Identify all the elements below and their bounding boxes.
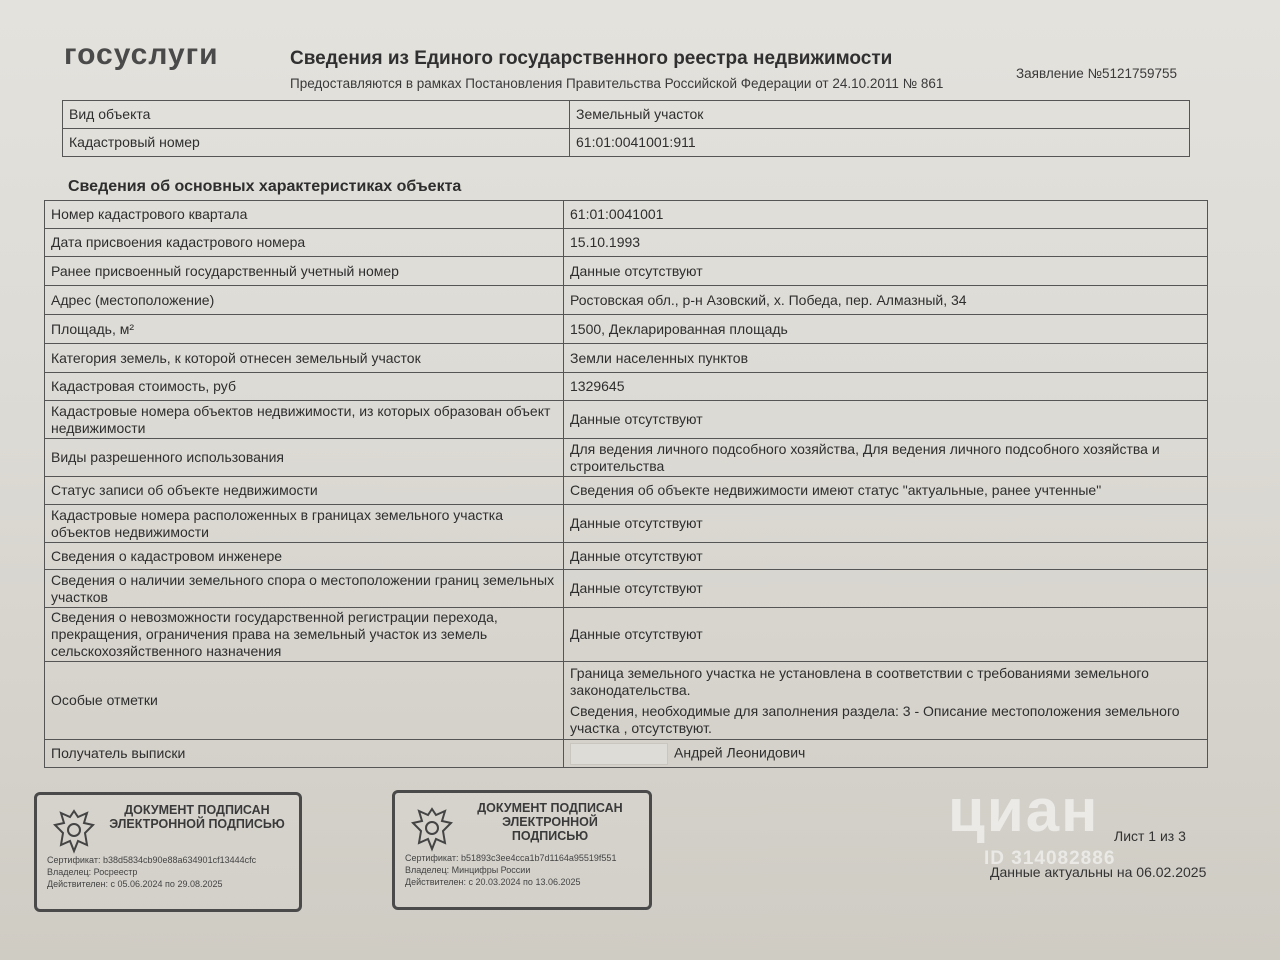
row-label: Номер кадастрового квартала xyxy=(45,201,564,229)
row-value: Ростовская обл., р-н Азовский, х. Победа, пер. Алмазный, 34 xyxy=(564,286,1208,315)
special-notes-value xyxy=(564,662,1208,740)
double-headed-eagle-icon xyxy=(409,803,455,853)
stamp-heading: ДОКУМЕНТ ПОДПИСАН ЭЛЕКТРОННОЙ ПОДПИСЬЮ xyxy=(477,801,623,843)
table-row xyxy=(45,662,1208,740)
table-row xyxy=(45,257,1208,286)
sheet-number: Лист 1 из 3 xyxy=(1114,828,1186,844)
redacted-name-area xyxy=(570,743,668,765)
row-value: Земли населенных пунктов xyxy=(564,344,1208,373)
row-value: 1329645 xyxy=(564,373,1208,401)
row-value: Данные отсутствуют xyxy=(564,543,1208,570)
row-label: Статус записи об объекте недвижимости xyxy=(45,477,564,505)
row-value: 15.10.1993 xyxy=(564,229,1208,257)
row-label: Категория земель, к которой отнесен земельный участок xyxy=(45,344,564,373)
special-note-line: Сведения, необходимые для заполнения раздела: 3 - Описание местоположения земельного участка , отсутствуют. xyxy=(570,702,1180,736)
row-value: Для ведения личного подсобного хозяйства, Для ведения личного подсобного хозяйства и строительства xyxy=(564,439,1208,477)
table-row xyxy=(45,401,1208,439)
row-label: Кадастровые номера расположенных в границах земельного участка объектов недвижимости xyxy=(45,505,564,543)
recipient-name: Андрей Леонидович xyxy=(674,744,806,761)
double-headed-eagle-icon xyxy=(51,805,97,855)
row-label: Ранее присвоенный государственный учетный номер xyxy=(45,257,564,286)
table-row xyxy=(45,477,1208,505)
row-value: 61:01:0041001:911 xyxy=(570,129,1190,157)
table-row xyxy=(45,315,1208,344)
row-label: Адрес (местоположение) xyxy=(45,286,564,315)
row-label: Сведения о невозможности государственной регистрации перехода, прекращения, ограничения права на земельный участок из земель сельскохозяйственного назначения xyxy=(45,608,564,662)
request-number: Заявление №5121759755 xyxy=(1016,66,1178,81)
row-label: Кадастровый номер xyxy=(63,129,570,157)
row-label: Площадь, м² xyxy=(45,315,564,344)
row-value: Данные отсутствуют xyxy=(564,570,1208,608)
row-label: Сведения о наличии земельного спора о местоположении границ земельных участков xyxy=(45,570,564,608)
table-row xyxy=(45,608,1208,662)
table-row xyxy=(45,543,1208,570)
table-row xyxy=(45,373,1208,401)
table-row xyxy=(45,740,1208,768)
section-title: Сведения об основных характеристиках объекта xyxy=(68,178,462,195)
signature-stamp-rosreestr xyxy=(34,792,302,912)
data-actual-date: Данные актуальны на 06.02.2025 xyxy=(990,864,1207,880)
row-label: Дата присвоения кадастрового номера xyxy=(45,229,564,257)
row-value: Данные отсутствуют xyxy=(564,505,1208,543)
signature-stamp-mintsifry xyxy=(392,790,652,910)
row-value: 1500, Декларированная площадь xyxy=(564,315,1208,344)
row-label: Вид объекта xyxy=(63,101,570,129)
recipient-value xyxy=(564,740,1208,768)
stamp-owner: Владелец: Росреестр xyxy=(47,867,138,877)
row-value: Данные отсутствуют xyxy=(564,401,1208,439)
object-identification-table xyxy=(62,100,1190,157)
row-label: Особые отметки xyxy=(45,662,564,740)
stamp-heading: ДОКУМЕНТ ПОДПИСАН ЭЛЕКТРОННОЙ ПОДПИСЬЮ xyxy=(109,803,285,831)
table-row xyxy=(45,570,1208,608)
table-row xyxy=(45,286,1208,315)
row-label: Сведения о кадастровом инженере xyxy=(45,543,564,570)
row-value: Земельный участок xyxy=(570,101,1190,129)
characteristics-table xyxy=(44,200,1208,768)
stamp-certificate: Сертификат: b38d5834cb90e88a634901cf13444cfc xyxy=(47,855,257,865)
row-value: Сведения об объекте недвижимости имеют статус "актуальные, ранее учтенные" xyxy=(564,477,1208,505)
cian-watermark-id: ID 314082886 xyxy=(984,848,1116,869)
stamp-validity: Действителен: с 20.03.2024 по 13.06.2025 xyxy=(405,877,581,887)
document-subtitle: Предоставляются в рамках Постановления Правительства Российской Федерации от 24.10.2011 № 861 xyxy=(290,76,944,91)
gosuslugi-logo: госуслуги xyxy=(64,38,219,71)
table-row xyxy=(63,101,1190,129)
row-label: Виды разрешенного использования xyxy=(45,439,564,477)
table-row xyxy=(45,201,1208,229)
table-row xyxy=(45,229,1208,257)
table-row xyxy=(45,505,1208,543)
row-label: Получатель выписки xyxy=(45,740,564,768)
row-value: 61:01:0041001 xyxy=(564,201,1208,229)
stamp-owner: Владелец: Минцифры России xyxy=(405,865,531,875)
cian-watermark: циан xyxy=(948,777,1100,844)
table-row xyxy=(45,344,1208,373)
stamp-validity: Действителен: с 05.06.2024 по 29.08.2025 xyxy=(47,879,223,889)
row-label: Кадастровые номера объектов недвижимости, из которых образован объект недвижимости xyxy=(45,401,564,439)
row-value: Данные отсутствуют xyxy=(564,257,1208,286)
stamp-certificate: Сертификат: b51893c3ee4cca1b7d1164a95519f551 xyxy=(405,853,617,863)
document-title: Сведения из Единого государственного реестра недвижимости xyxy=(290,48,893,69)
special-note-line: Граница земельного участка не установлена в соответствии с требованиями земельного законодательства. xyxy=(570,664,1149,698)
row-value: Данные отсутствуют xyxy=(564,608,1208,662)
table-row xyxy=(63,129,1190,157)
row-label: Кадастровая стоимость, руб xyxy=(45,373,564,401)
table-row xyxy=(45,439,1208,477)
